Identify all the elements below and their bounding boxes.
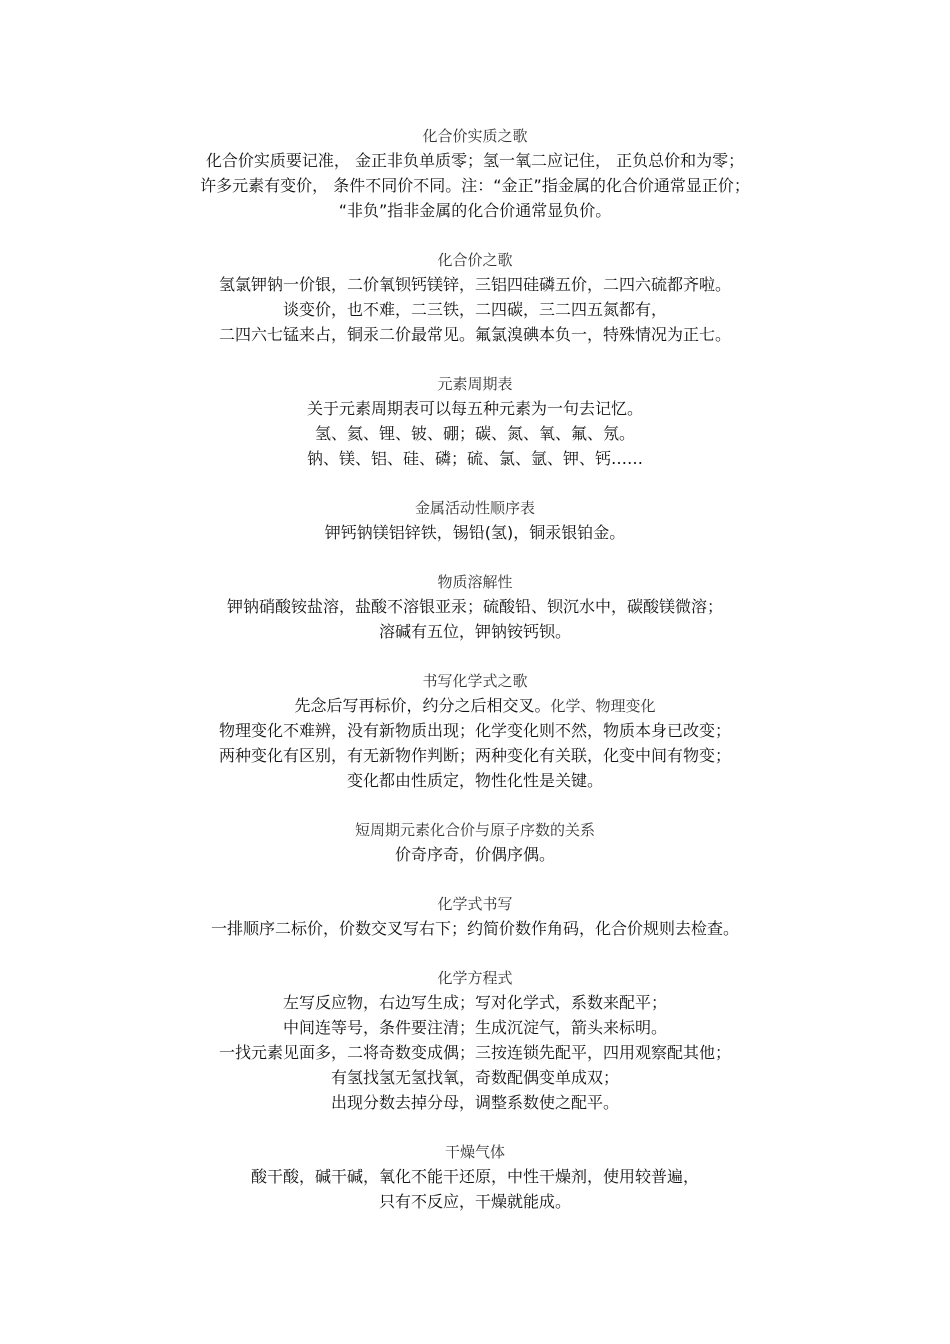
text-line: “非负”指非金属的化合价通常显负价。 — [338, 201, 612, 220]
text-line: 氢氯钾钠一价银，二价氧钡钙镁锌，三铝四硅磷五价，二四六硫都齐啦。 — [218, 275, 731, 294]
text-line: 二四六七锰来占，铜汞二价最常见。氟氯溴碘本负一，特殊情况为正七。 — [218, 325, 731, 344]
section-title: 干燥气体 — [444, 1143, 505, 1161]
text-line: 出现分数去掉分母，调整系数使之配平。 — [330, 1093, 619, 1112]
section-title: 化合价之歌 — [437, 251, 513, 269]
section-title: 物质溶解性 — [437, 573, 513, 591]
section-solubility — [0, 570, 950, 644]
section-title: 金属活动性顺序表 — [414, 499, 535, 517]
text-line: 钠、镁、铝、硅、磷；硫、氯、氩、钾、钙…… — [306, 449, 643, 468]
text-line: 价奇序奇，价偶序偶。 — [394, 845, 555, 864]
section-title: 元素周期表 — [437, 375, 513, 393]
text-line: 左写反应物，右边写生成；写对化学式，系数来配平； — [282, 993, 667, 1012]
text-line: 关于元素周期表可以每五种元素为一句去记忆。 — [306, 399, 643, 418]
text-line: 氢、氦、锂、铍、硼；碳、氮、氧、氟、氖。 — [314, 424, 635, 443]
section-short-period-valence — [0, 818, 950, 867]
document-page — [0, 124, 950, 1239]
section-writing-formula-song — [0, 669, 950, 793]
section-valence-song — [0, 248, 950, 347]
section-title: 化学方程式 — [437, 969, 513, 987]
text-line: 许多元素有变价， 条件不同价不同。注：“金正”指金属的化合价通常显正价； — [200, 176, 750, 195]
section-title: 书写化学式之歌 — [422, 672, 528, 690]
section-drying-gases — [0, 1140, 950, 1214]
section-title: 化合价实质之歌 — [422, 127, 528, 145]
text-line: 两种变化有区别，有无新物作判断；两种变化有关联，化变中间有物变； — [218, 746, 731, 765]
text-line: 变化都由性质定，物性化性是关键。 — [346, 771, 603, 790]
inline-section-title: 化学、物理变化 — [550, 697, 656, 715]
text-line: 一排顺序二标价，价数交叉写右下；约简价数作角码，化合价规则去检查。 — [210, 919, 739, 938]
text-line: 化合价实质要记准， 金正非负单质零；氢一氧二应记住， 正负总价和为零； — [205, 151, 745, 170]
section-chemical-equation — [0, 966, 950, 1115]
text-line: 物理变化不难辨，没有新物质出现；化学变化则不然，物质本身已改变； — [218, 721, 731, 740]
text-line: 中间连等号，条件要注清；生成沉淀气，箭头来标明。 — [282, 1018, 667, 1037]
section-title: 化学式书写 — [437, 895, 513, 913]
text-line-with-inline-title — [0, 693, 950, 718]
text-line: 先念后写再标价，约分之后相交叉。 — [294, 696, 551, 715]
text-line: 溶碱有五位，钾钠铵钙钡。 — [378, 622, 571, 641]
section-metal-activity-series — [0, 496, 950, 545]
section-formula-writing — [0, 892, 950, 941]
section-title: 短周期元素化合价与原子序数的关系 — [354, 821, 595, 839]
section-periodic-table — [0, 372, 950, 471]
text-line: 一找元素见面多，二将奇数变成偶；三按连锁先配平，四用观察配其他； — [218, 1043, 731, 1062]
text-line: 钾钠硝酸铵盐溶，盐酸不溶银亚汞；硫酸铅、钡沉水中，碳酸镁微溶； — [226, 597, 723, 616]
text-line: 钾钙钠镁铝锌铁，锡铅(氢)，铜汞银铂金。 — [324, 523, 626, 542]
text-line: 有氢找氢无氢找氧，奇数配偶变单成双； — [330, 1068, 619, 1087]
section-valence-essence-song — [0, 124, 950, 223]
text-line: 谈变价，也不难，二三铁，二四碳，三二四五氮都有， — [282, 300, 667, 319]
text-line: 酸干酸，碱干碱，氧化不能干还原，中性干燥剂，使用较普遍， — [250, 1167, 699, 1186]
text-line: 只有不反应，干燥就能成。 — [378, 1192, 571, 1211]
